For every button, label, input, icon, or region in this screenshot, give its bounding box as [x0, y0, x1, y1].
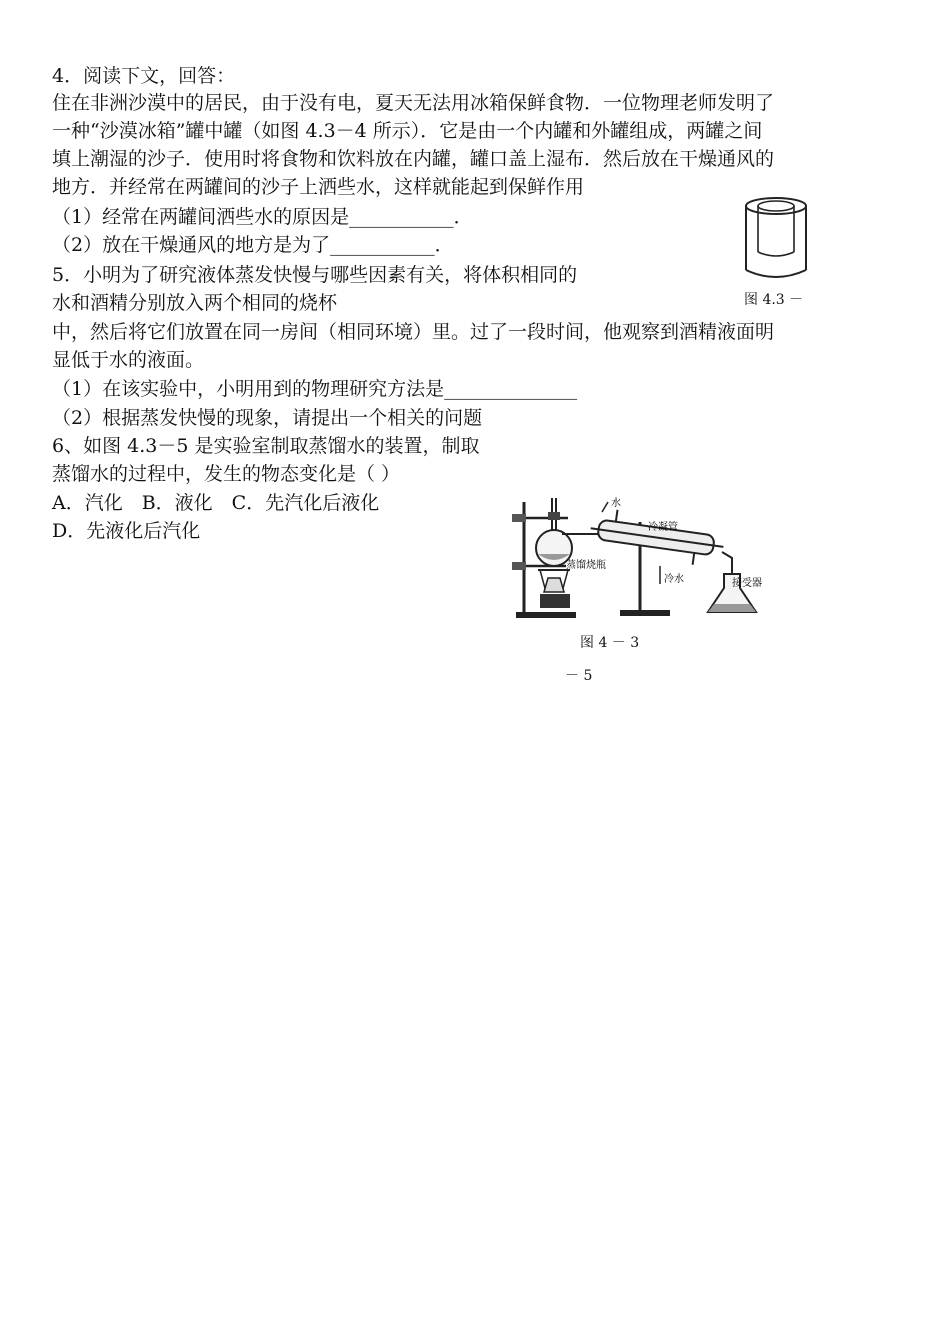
q5-para-line-3: 中，然后将它们放置在同一房间（相同环境）里。过了一段时间，他观察到酒精液面明: [52, 321, 775, 343]
q4-para-line-4: 地方．并经常在两罐间的沙子上洒些水，这样就能起到保鲜作用: [52, 176, 585, 198]
distillation-figure-caption-2: － 5: [565, 668, 593, 684]
pot-in-pot-figure: [738, 192, 814, 284]
distillation-figure-caption: 图 4 － 3: [580, 635, 640, 651]
q4-title: 4．阅读下文，回答：: [52, 65, 236, 87]
label-cold-water: 冷水: [664, 574, 684, 585]
q5-para-line-2: 水和酒精分别放入两个相同的烧杯: [52, 292, 338, 314]
q6-para-line-1: 6、如图 4.3－5 是实验室制取蒸馏水的装置，制取: [52, 435, 480, 457]
label-water: 水: [611, 498, 621, 509]
q5-sub-question-2: （2）根据蒸发快慢的现象，请提出一个相关的问题: [52, 407, 483, 429]
q5-sub-question-1: （1）在该实验中，小明用到的物理研究方法是______________: [52, 378, 578, 400]
q4-sub-question-1: （1）经常在两罐间洒些水的原因是___________．: [52, 206, 473, 228]
label-distilling-flask: 蒸馏烧瓶: [566, 560, 606, 571]
q4-sub-question-2: （2）放在干燥通风的地方是为了___________．: [52, 234, 454, 256]
q5-para-line-4: 显低于水的液面。: [52, 349, 205, 371]
q4-para-line-3: 填上潮湿的沙子．使用时将食物和饮料放在内罐，罐口盖上湿布．然后放在干燥通风的: [52, 148, 775, 170]
q6-para-line-2: 蒸馏水的过程中，发生的物态变化是（ ）: [52, 463, 401, 485]
q4-para-line-2: 一种“沙漠冰箱”罐中罐（如图 4.3－4 所示）．它是由一个内罐和外罐组成，两罐之间: [52, 120, 763, 142]
label-receiver: 接受器: [732, 578, 762, 589]
q6-options-line-2: D．先液化后汽化: [52, 520, 201, 542]
q5-para-line-1: 5．小明为了研究液体蒸发快慢与哪些因素有关，将体积相同的: [52, 264, 578, 286]
distillation-apparatus-figure: [510, 494, 770, 624]
q6-options-line-1: A．汽化 B．液化 C．先汽化后液化: [52, 492, 380, 514]
q4-para-line-1: 住在非洲沙漠中的居民，由于没有电，夏天无法用冰箱保鲜食物．一位物理老师发明了: [52, 92, 775, 114]
label-condenser: 冷凝管: [648, 522, 678, 533]
pot-figure-caption: 图 4.3 －: [744, 292, 804, 308]
